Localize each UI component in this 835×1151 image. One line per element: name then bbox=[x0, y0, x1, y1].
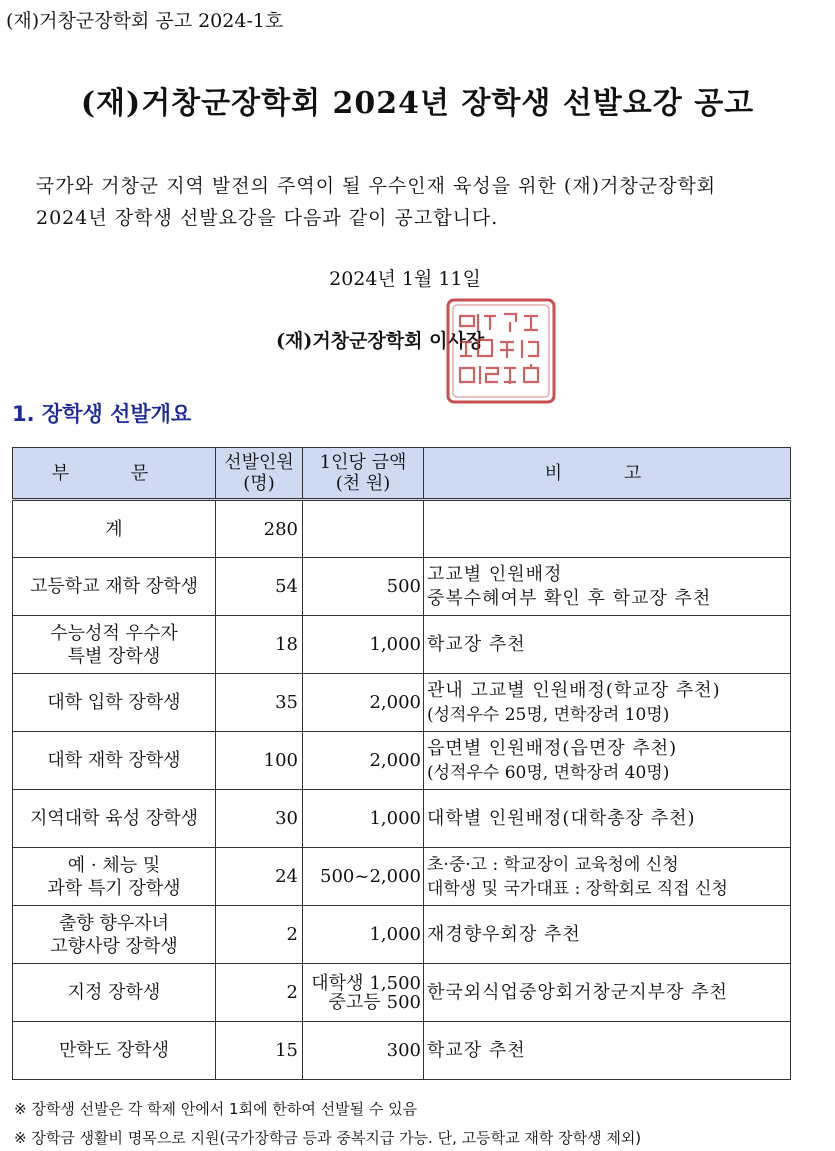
row-count: 30 bbox=[216, 790, 303, 848]
row-category-line1: 수능성적 우수자 bbox=[50, 622, 178, 644]
row-category bbox=[13, 964, 216, 1022]
table-row bbox=[13, 790, 791, 848]
header-count-line1: 선발인원 bbox=[224, 452, 294, 473]
row-amount: 300 bbox=[303, 1022, 424, 1080]
header-count bbox=[216, 448, 303, 500]
table-row bbox=[13, 906, 791, 964]
header-count-line2: (명) bbox=[243, 473, 275, 494]
row-amount: 500~2,000 bbox=[303, 848, 424, 906]
row-category bbox=[13, 1022, 216, 1080]
scholarship-table bbox=[12, 447, 791, 1080]
row-note-line2: 대학생 및 국가대표 : 장학회로 직접 신청 bbox=[427, 878, 728, 899]
table-header-row bbox=[13, 448, 791, 500]
row-note bbox=[424, 616, 791, 674]
intro-paragraph bbox=[36, 170, 816, 234]
row-category-line2: 고향사랑 장학생 bbox=[50, 935, 178, 957]
row-note-line1: 대학별 인원배정(대학총장 추천) bbox=[427, 807, 696, 829]
row-category-line1: 예 · 체능 및 bbox=[67, 854, 161, 876]
row-amount bbox=[303, 964, 424, 1022]
row-note-line1: 초·중·고 : 학교장이 교육청에 신청 bbox=[427, 854, 679, 875]
header-amount bbox=[303, 448, 424, 500]
header-amount-line2: (천 원) bbox=[335, 473, 391, 494]
header-amount-line1: 1인당 금액 bbox=[319, 452, 407, 473]
row-note bbox=[424, 674, 791, 732]
row-note-line1: 학교장 추천 bbox=[427, 633, 526, 655]
intro-line-1: 국가와 거창군 지역 발전의 주역이 될 우수인재 육성을 위한 (재)거창군장학회 bbox=[36, 175, 717, 197]
row-category bbox=[13, 558, 216, 616]
table-row bbox=[13, 732, 791, 790]
row-count: 15 bbox=[216, 1022, 303, 1080]
row-note-line2: (성적우수 25명, 면학장려 10명) bbox=[427, 704, 670, 725]
row-note-line1: 재경향우회장 추천 bbox=[427, 923, 581, 945]
table-row bbox=[13, 848, 791, 906]
official-seal-stamp bbox=[444, 296, 558, 406]
row-count: 2 bbox=[216, 964, 303, 1022]
notice-date: 2024년 1월 11일 bbox=[329, 268, 481, 290]
total-label: 계 bbox=[13, 500, 216, 558]
amount-sub-line bbox=[307, 974, 421, 993]
table-row bbox=[13, 674, 791, 732]
row-note-line2: 중복수혜여부 확인 후 학교장 추천 bbox=[427, 587, 712, 609]
amount-sub-value: 500 bbox=[386, 991, 421, 1013]
row-note bbox=[424, 964, 791, 1022]
row-count: 54 bbox=[216, 558, 303, 616]
notice-number: (재)거창군장학회 공고 2024-1호 bbox=[6, 10, 284, 32]
table-row-total bbox=[13, 500, 791, 558]
row-category bbox=[13, 790, 216, 848]
table-row bbox=[13, 1022, 791, 1080]
row-category-line1: 출향 향우자녀 bbox=[58, 912, 170, 934]
row-note-line1: 읍면별 인원배정(읍면장 추천) bbox=[427, 737, 678, 759]
row-amount: 1,000 bbox=[303, 906, 424, 964]
header-category: 부 문 bbox=[13, 448, 216, 500]
row-category-line2: 특별 장학생 bbox=[67, 645, 161, 667]
page-title: (재)거창군장학회 2024년 장학생 선발요강 공고 bbox=[80, 86, 755, 121]
row-amount: 2,000 bbox=[303, 732, 424, 790]
row-note bbox=[424, 558, 791, 616]
row-category bbox=[13, 906, 216, 964]
amount-sub-label: 중고등 bbox=[328, 991, 381, 1013]
row-count: 35 bbox=[216, 674, 303, 732]
table-row bbox=[13, 616, 791, 674]
total-note bbox=[424, 500, 791, 558]
row-note bbox=[424, 790, 791, 848]
amount-sub-line bbox=[307, 993, 421, 1012]
table-row bbox=[13, 964, 791, 1022]
row-note-line1: 한국외식업중앙회거창군지부장 추천 bbox=[427, 981, 728, 1003]
row-note bbox=[424, 906, 791, 964]
row-amount: 500 bbox=[303, 558, 424, 616]
total-amount bbox=[303, 500, 424, 558]
row-note bbox=[424, 1022, 791, 1080]
total-count: 280 bbox=[216, 500, 303, 558]
row-count: 18 bbox=[216, 616, 303, 674]
row-category-line1: 만학도 장학생 bbox=[58, 1040, 170, 1061]
table-row bbox=[13, 558, 791, 616]
row-category-line1: 지정 장학생 bbox=[67, 982, 161, 1003]
row-amount: 1,000 bbox=[303, 616, 424, 674]
row-category bbox=[13, 674, 216, 732]
intro-line-2: 2024년 장학생 선발요강을 다음과 같이 공고합니다. bbox=[36, 207, 499, 229]
row-note-line1: 고교별 인원배정 bbox=[427, 563, 563, 585]
row-count: 100 bbox=[216, 732, 303, 790]
amount-sub-label: 대학생 bbox=[311, 972, 364, 994]
row-category-line1: 고등학교 재학 장학생 bbox=[30, 576, 198, 597]
row-count: 24 bbox=[216, 848, 303, 906]
footnote-2: ※ 장학금 생활비 명목으로 지원(국가장학금 등과 중복지급 가능. 단, 고등학교 재학 장학생 제외) bbox=[14, 1129, 642, 1147]
row-note bbox=[424, 732, 791, 790]
row-count: 2 bbox=[216, 906, 303, 964]
row-category-line2: 과학 특기 장학생 bbox=[47, 877, 181, 899]
row-category-line1: 대학 입학 장학생 bbox=[47, 692, 181, 713]
row-note-line2: (성적우수 60명, 면학장려 40명) bbox=[427, 762, 670, 783]
row-category bbox=[13, 848, 216, 906]
footnote-1: ※ 장학생 선발은 각 학제 안에서 1회에 한하여 선발될 수 있음 bbox=[14, 1100, 418, 1118]
section-title: 1. 장학생 선발개요 bbox=[12, 402, 192, 426]
header-note: 비 고 bbox=[424, 448, 791, 500]
amount-sub-value: 1,500 bbox=[369, 972, 421, 994]
row-note-line1: 학교장 추천 bbox=[427, 1039, 526, 1061]
row-note bbox=[424, 848, 791, 906]
issuer-name: (재)거창군장학회 이사장 bbox=[276, 330, 485, 352]
row-category-line1: 지역대학 육성 장학생 bbox=[30, 808, 198, 829]
row-category bbox=[13, 732, 216, 790]
row-note-line1: 관내 고교별 인원배정(학교장 추천) bbox=[427, 679, 721, 701]
row-amount: 1,000 bbox=[303, 790, 424, 848]
row-amount: 2,000 bbox=[303, 674, 424, 732]
row-category bbox=[13, 616, 216, 674]
row-category-line1: 대학 재학 장학생 bbox=[47, 750, 181, 771]
